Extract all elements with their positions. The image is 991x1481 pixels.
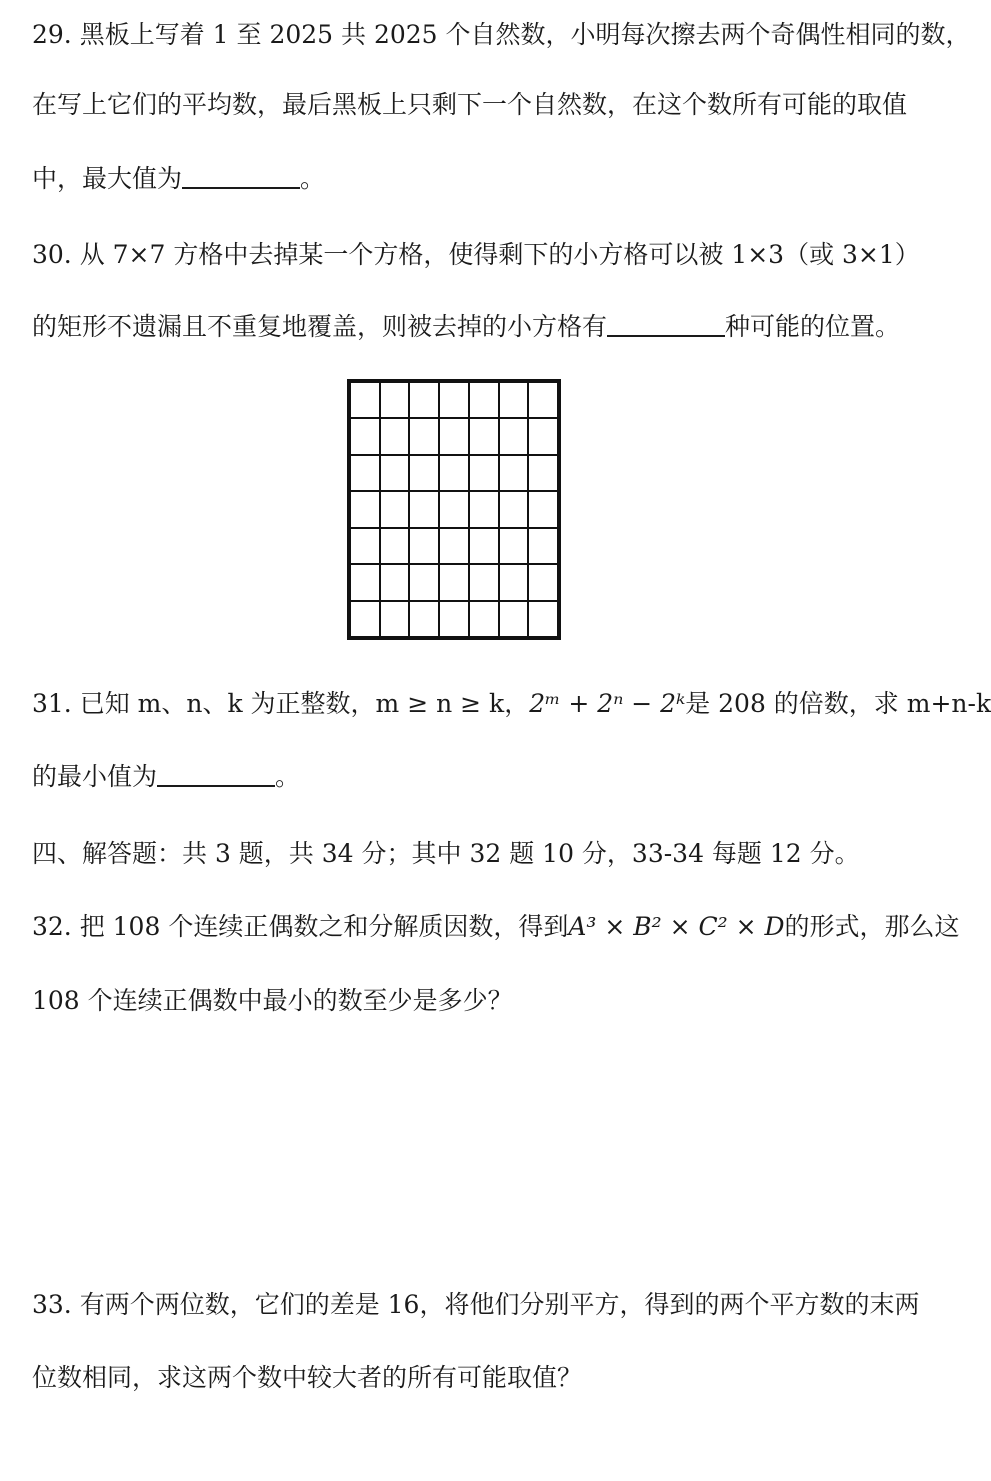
grid-cell xyxy=(380,528,410,564)
grid-cell xyxy=(439,382,469,418)
section-heading-answer-questions: 四、解答题：共 3 题，共 34 分；其中 32 题 10 分，33-34 每题 12 分。 xyxy=(32,839,860,868)
grid-cell xyxy=(499,455,529,491)
answer-blank-29[interactable] xyxy=(182,163,300,189)
grid-cell xyxy=(350,564,380,600)
grid-cell xyxy=(409,491,439,527)
answer-blank-30[interactable] xyxy=(607,311,725,337)
grid-cell xyxy=(499,601,529,637)
grid-cell xyxy=(409,455,439,491)
grid-cell xyxy=(380,418,410,454)
grid-cell xyxy=(469,455,499,491)
grid-cell xyxy=(528,418,558,454)
grid-cell xyxy=(350,528,380,564)
grid-cell xyxy=(499,528,529,564)
q31-line-1 xyxy=(32,687,991,721)
grid-cell xyxy=(528,491,558,527)
q29-line-3 xyxy=(32,162,886,196)
grid-cell xyxy=(409,418,439,454)
grid-cell xyxy=(499,382,529,418)
grid-cell xyxy=(409,382,439,418)
q31-text-2: 的最小值为 xyxy=(32,762,158,791)
q33-line-2: 位数相同，求这两个数中较大者的所有可能取值？ xyxy=(32,1363,583,1392)
grid-cell xyxy=(350,382,380,418)
grid-cell xyxy=(439,564,469,600)
grid-cell xyxy=(528,601,558,637)
grid-cell xyxy=(439,528,469,564)
q29-text: 中，最大值为 xyxy=(32,164,183,193)
q32-expression: A³ × B² × C² × D xyxy=(568,912,785,941)
grid-cell xyxy=(380,491,410,527)
grid-cell xyxy=(380,601,410,637)
q32-tail: 的形式，那么这 xyxy=(784,912,960,941)
q32-text: 32. 把 108 个连续正偶数之和分解质因数，得到 xyxy=(32,912,569,941)
grid-cell xyxy=(499,491,529,527)
grid-cell xyxy=(350,455,380,491)
q31-text: 31. 已知 m、n、k 为正整数，m ≥ n ≥ k， xyxy=(32,689,530,718)
q30-line-2 xyxy=(32,310,901,344)
grid-cell xyxy=(439,491,469,527)
grid-cell xyxy=(469,601,499,637)
grid-cell xyxy=(469,528,499,564)
q33-line-1: 33. 有两个两位数，它们的差是 16，将他们分别平方，得到的两个平方数的末两 xyxy=(32,1290,920,1319)
grid-cell xyxy=(499,564,529,600)
grid-cell xyxy=(469,491,499,527)
grid-cell xyxy=(528,528,558,564)
q29-line-1: 29. 黑板上写着 1 至 2025 共 2025 个自然数，小明每次擦去两个奇偶性相同的数， xyxy=(32,20,971,49)
grid-cell xyxy=(350,491,380,527)
q32-line-2: 108 个连续正偶数中最小的数至少是多少？ xyxy=(32,986,513,1015)
grid-cell xyxy=(439,455,469,491)
grid-cell xyxy=(528,455,558,491)
q31-period: 。 xyxy=(275,762,301,791)
grid-cell xyxy=(499,418,529,454)
q32-line-1 xyxy=(32,910,960,944)
grid-cell xyxy=(528,382,558,418)
grid-cell xyxy=(350,418,380,454)
seven-by-seven-grid-figure xyxy=(347,379,561,640)
answer-blank-31[interactable] xyxy=(157,761,275,787)
q29-line-2: 在写上它们的平均数，最后黑板上只剩下一个自然数，在这个数所有可能的取值 xyxy=(32,90,908,119)
grid-cell xyxy=(409,564,439,600)
grid-cell xyxy=(469,382,499,418)
q31-expression: 2ᵐ + 2ⁿ − 2ᵏ xyxy=(529,689,686,718)
grid-cell xyxy=(409,528,439,564)
grid-cell xyxy=(439,418,469,454)
grid-cell xyxy=(380,564,410,600)
q31-tail: 是 208 的倍数，求 m+n-k xyxy=(685,689,991,718)
grid-cell xyxy=(350,601,380,637)
grid-cell xyxy=(409,601,439,637)
q30-tail: 种可能的位置。 xyxy=(725,312,901,341)
grid-cell xyxy=(380,382,410,418)
q30-text: 的矩形不遗漏且不重复地覆盖，则被去掉的小方格有 xyxy=(32,312,608,341)
grid-cell xyxy=(528,564,558,600)
grid-cell xyxy=(469,418,499,454)
grid-cell xyxy=(380,455,410,491)
grid-cell xyxy=(439,601,469,637)
q29-period: 。 xyxy=(300,164,326,193)
q31-line-2 xyxy=(32,760,886,794)
q30-line-1: 30. 从 7×7 方格中去掉某一个方格，使得剩下的小方格可以被 1×3（或 3×1） xyxy=(32,240,920,269)
grid-cell xyxy=(469,564,499,600)
